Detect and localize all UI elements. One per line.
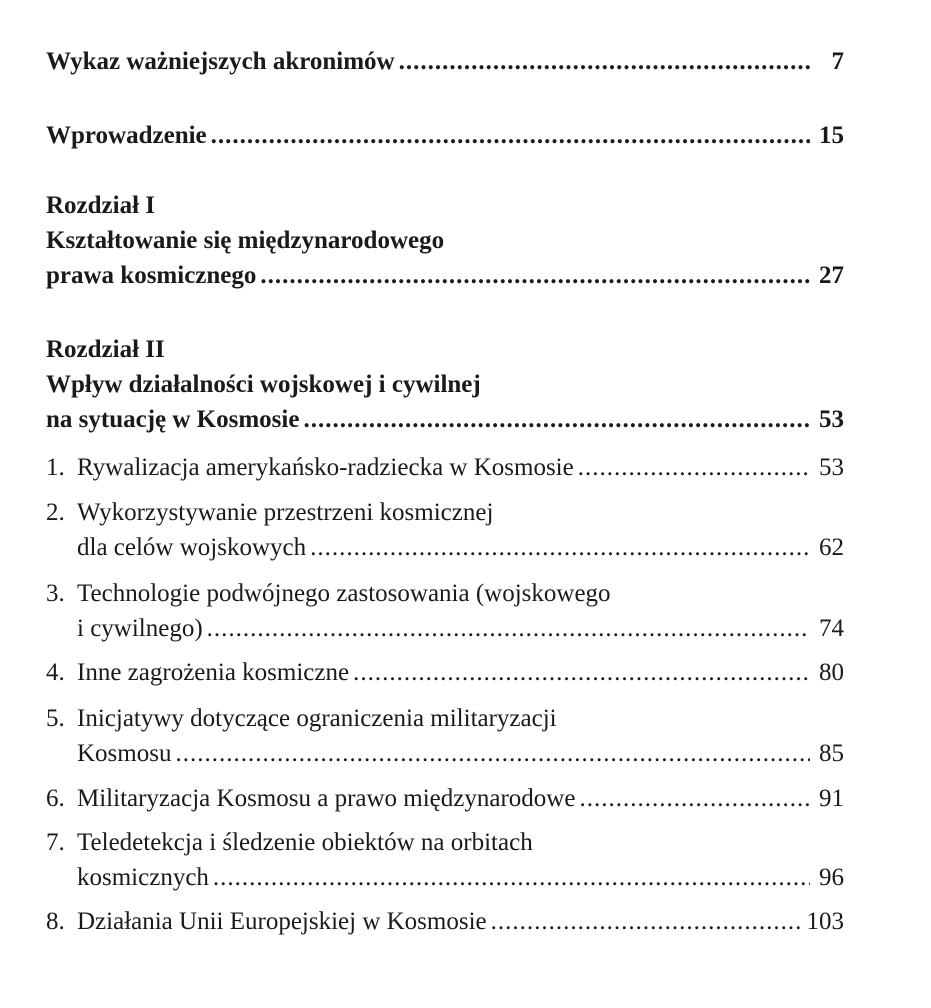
- chapter-label: Rozdział II: [46, 336, 165, 363]
- entry-title: Wykaz ważniejszych akronimów: [46, 48, 395, 75]
- section-title-line1: Wykorzystywanie przestrzeni kosmicznej: [77, 499, 494, 526]
- section-title-line2: dla celów wojskowych: [77, 534, 307, 561]
- chapter-title-line2: na sytuację w Kosmosie: [46, 406, 300, 433]
- page-number: 53: [819, 406, 844, 433]
- section-title-line1: Teledetekcja i śledzenie obiektów na orbitach: [77, 829, 533, 856]
- dot-leader: [260, 262, 810, 290]
- section-title: Rywalizacja amerykańsko-radziecka w Kosmosie: [77, 454, 574, 481]
- page-number: 74: [819, 615, 844, 642]
- page-number: 103: [806, 908, 844, 935]
- section-title: Militaryzacja Kosmosu a prawo międzynarodowe: [77, 785, 576, 812]
- dot-leader: [491, 908, 803, 936]
- section-number: 8.: [46, 908, 65, 935]
- section-title: Inne zagrożenia kosmiczne: [77, 659, 350, 686]
- chapter-label: Rozdział I: [46, 192, 156, 219]
- chapter-title-line1: Wpływ działalności wojskowej i cywilnej: [46, 371, 481, 398]
- section-title-line2: i cywilnego): [77, 615, 203, 642]
- dot-leader: [303, 406, 810, 434]
- dot-leader: [213, 864, 810, 892]
- page-number: 53: [819, 454, 844, 481]
- toc-entry-intro[interactable]: [46, 122, 844, 158]
- section-title-line1: Technologie podwójnego zastosowania (wojskowego: [77, 580, 611, 607]
- page-number: 85: [819, 740, 844, 767]
- toc-section-3[interactable]: [46, 580, 844, 651]
- toc-entry-chapter-1[interactable]: [46, 192, 844, 298]
- toc-section-1[interactable]: [46, 454, 844, 490]
- dot-leader: [175, 740, 810, 768]
- toc-section-5[interactable]: [46, 705, 844, 776]
- dot-leader: [211, 122, 810, 150]
- dot-leader: [207, 615, 810, 643]
- toc-section-4[interactable]: [46, 659, 844, 695]
- section-number: 6.: [46, 785, 65, 812]
- toc-entry-chapter-2[interactable]: [46, 336, 844, 442]
- toc-section-6[interactable]: [46, 785, 844, 821]
- dot-leader: [399, 48, 810, 76]
- page-number: 96: [819, 864, 844, 891]
- toc-section-8[interactable]: [46, 908, 844, 944]
- toc-section-7[interactable]: [46, 829, 844, 900]
- toc-section-2[interactable]: [46, 499, 844, 570]
- section-number: 7.: [46, 829, 65, 856]
- chapter-title-line1: Kształtowanie się międzynarodowego: [46, 227, 445, 254]
- page-number: 27: [819, 262, 844, 289]
- toc-entry-acronyms[interactable]: [46, 48, 844, 84]
- section-title-line2: kosmicznych: [77, 864, 209, 891]
- page-number: 91: [819, 785, 844, 812]
- section-title-line1: Inicjatywy dotyczące ograniczenia militaryzacji: [77, 705, 557, 732]
- section-number: 3.: [46, 580, 65, 607]
- page-number: 80: [819, 659, 844, 686]
- dot-leader: [578, 454, 810, 482]
- dot-leader: [579, 785, 810, 813]
- section-title: Działania Unii Europejskiej w Kosmosie: [77, 908, 487, 935]
- section-number: 1.: [46, 454, 65, 481]
- dot-leader: [310, 534, 810, 562]
- dot-leader: [353, 659, 810, 687]
- section-number: 2.: [46, 499, 65, 526]
- entry-title: Wprowadzenie: [46, 122, 207, 149]
- page-number: 15: [819, 122, 844, 149]
- chapter-title-line2: prawa kosmicznego: [46, 262, 257, 289]
- section-number: 5.: [46, 705, 65, 732]
- section-title-line2: Kosmosu: [77, 740, 172, 767]
- page-number: 62: [819, 534, 844, 561]
- page-number: 7: [831, 48, 844, 75]
- section-number: 4.: [46, 659, 65, 686]
